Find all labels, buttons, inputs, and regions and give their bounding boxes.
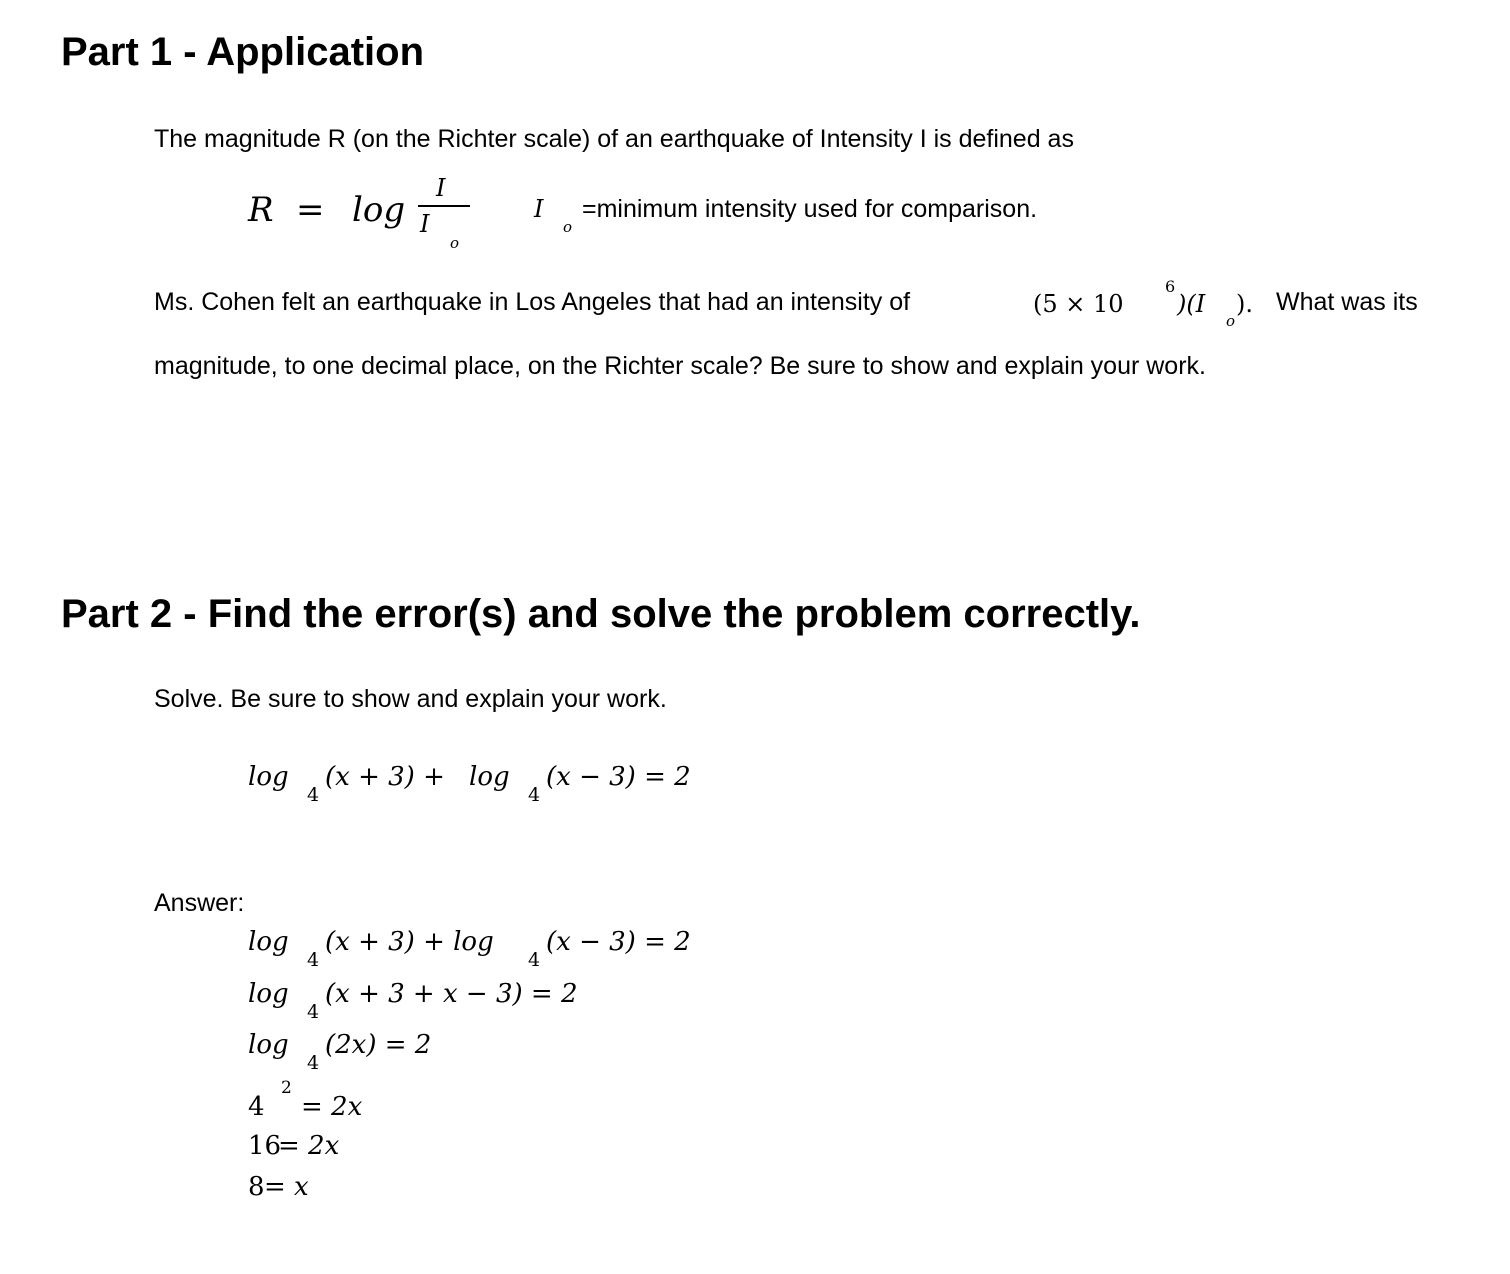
step-3-log: log bbox=[248, 1030, 289, 1060]
step-5-body: = 2x bbox=[278, 1131, 340, 1161]
intensity-mid: )(I bbox=[1177, 290, 1206, 318]
formula-equals: = bbox=[296, 190, 325, 230]
step-2-base: 4 bbox=[307, 1001, 320, 1023]
intensity-exponent: 6 bbox=[1165, 277, 1176, 296]
step-2-body: (x + 3 + x − 3) = 2 bbox=[325, 979, 578, 1009]
part2-instruction: Solve. Be sure to show and explain your work. bbox=[154, 685, 667, 713]
note-subscript: o bbox=[563, 218, 573, 236]
step-3-body: (2x) = 2 bbox=[325, 1030, 432, 1060]
problem-base-1: 4 bbox=[307, 784, 320, 806]
problem-log-2: log bbox=[469, 762, 510, 792]
intensity-subscript: o bbox=[1226, 312, 1236, 330]
problem-arg-1: (x + 3) + bbox=[325, 762, 445, 792]
step-1-base: 4 bbox=[307, 949, 320, 971]
step-4-base: 4 bbox=[248, 1092, 265, 1122]
step-1-body: (x + 3) + log bbox=[325, 927, 494, 957]
step-6-body: = x bbox=[264, 1172, 309, 1202]
intensity-close: ). bbox=[1236, 290, 1253, 318]
step-6-lhs: 8 bbox=[248, 1172, 265, 1202]
note-variable: I bbox=[534, 195, 544, 223]
problem-arg-2: (x − 3) = 2 bbox=[546, 762, 691, 792]
formula-den-subscript: o bbox=[450, 234, 460, 252]
part2-heading: Part 2 - Find the error(s) and solve the problem correctly. bbox=[61, 592, 1141, 636]
step-4-body: = 2x bbox=[301, 1092, 363, 1122]
formula-lhs: R bbox=[248, 190, 274, 230]
step-1-tail: (x − 3) = 2 bbox=[546, 927, 691, 957]
problem-base-2: 4 bbox=[528, 784, 541, 806]
intensity-open: (5 × 10 bbox=[1033, 290, 1124, 318]
step-2-log: log bbox=[248, 979, 289, 1009]
part1-intro: The magnitude R (on the Richter scale) of an earthquake of Intensity I is defined as bbox=[154, 125, 1074, 153]
formula-denominator: I bbox=[420, 210, 430, 238]
question-a: Ms. Cohen felt an earthquake in Los Angeles that had an intensity of bbox=[154, 288, 911, 316]
step-4-exponent: 2 bbox=[281, 1078, 292, 1098]
question-b: What was its bbox=[1276, 288, 1418, 316]
question-line-2: magnitude, to one decimal place, on the Richter scale? Be sure to show and explain your work. bbox=[154, 352, 1206, 380]
part1-heading: Part 1 - Application bbox=[61, 30, 425, 74]
step-5-lhs: 16 bbox=[248, 1131, 282, 1161]
note-text: =minimum intensity used for comparison. bbox=[582, 195, 1038, 223]
problem-log-1: log bbox=[248, 762, 289, 792]
step-3-base: 4 bbox=[307, 1052, 320, 1074]
step-1-log: log bbox=[248, 927, 289, 957]
formula-log: log bbox=[352, 190, 406, 230]
formula-numerator: I bbox=[436, 174, 446, 202]
question-line-1 bbox=[154, 288, 910, 317]
fraction-bar bbox=[418, 205, 470, 207]
answer-label: Answer: bbox=[154, 889, 245, 917]
step-1-base-2: 4 bbox=[528, 949, 541, 971]
